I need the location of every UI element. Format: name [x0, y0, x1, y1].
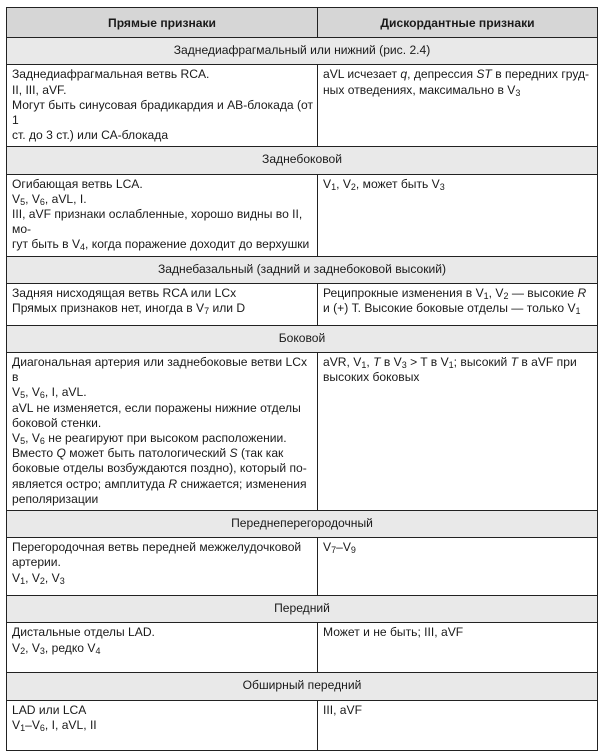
section-header-row	[7, 38, 598, 65]
direct-line: боковые отделы возбуждаются поздно), который по-	[12, 461, 307, 476]
table-row	[7, 174, 598, 256]
table-row	[7, 700, 598, 750]
table-row	[7, 353, 598, 511]
direct-line: Перегородочная ветвь передней межжелудочковой	[12, 540, 302, 555]
direct-line: $V_5$, $V_6$, I, aVL.	[12, 385, 87, 401]
direct-line: Заднедиафрагмальная ветвь RCA.	[12, 67, 210, 82]
section-header-row	[7, 511, 598, 538]
section-header-row	[7, 256, 598, 283]
direct-line: aVL не изменяется, если поражены нижние отделы	[12, 400, 301, 415]
direct-line: $V_5$, $V_6$, aVL, I.	[12, 191, 87, 207]
direct-line: LAD или LCA	[12, 702, 87, 717]
header-direct: Прямые признаки	[7, 8, 318, 38]
section-header-row	[7, 673, 598, 700]
discordant-line: ных отведениях, максимально в $V_3$	[323, 82, 521, 98]
table-row	[7, 623, 598, 673]
direct-line: артерии.	[12, 555, 61, 570]
discordant-signs-cell	[318, 538, 598, 596]
direct-line: ст. до 3 ст.) или СА-блокада	[12, 128, 169, 143]
header-discordant: Дискордантные признаки	[318, 8, 598, 38]
section-title: Передний	[7, 596, 598, 623]
direct-line: Вместо Q может быть патологический S (так как	[12, 446, 284, 461]
direct-line: Задняя нисходящая ветвь RCA или LCx	[12, 285, 237, 300]
discordant-signs-cell	[318, 174, 598, 256]
direct-line: Диагональная артерия или заднебоковые ветви LCx в	[12, 355, 308, 385]
direct-line: Могут быть синусовая брадикардия и АВ-блокада (от 1	[12, 97, 314, 128]
direct-line: II, III, aVF.	[12, 82, 67, 97]
direct-line: является остро; амплитуда R снижается; изменения	[12, 476, 307, 491]
discordant-line: высоких боковых	[323, 370, 420, 385]
section-title: Заднедиафрагмальный или нижний (рис. 2.4)	[7, 38, 598, 65]
discordant-signs-cell	[318, 623, 598, 673]
discordant-line: и (+) T. Высокие боковые отделы — только $V_1$	[323, 301, 581, 317]
section-header-row	[7, 596, 598, 623]
discordant-line: aVL исчезает q, депрессия ST в передних груд-	[323, 67, 590, 82]
table-row	[7, 283, 598, 325]
section-title: Заднебоковой	[7, 147, 598, 174]
direct-line: гут быть в $V_4$, когда поражение доходит до верхушки	[12, 237, 310, 253]
direct-signs-cell	[7, 283, 318, 325]
discordant-line: Может и не быть; III, aVF	[323, 625, 464, 640]
discordant-line: aVR, $V_1$, T в $V_3 > T$ в $V_1$; высокий T в aVF при	[323, 355, 577, 371]
header-row	[7, 8, 598, 38]
discordant-signs-cell	[318, 283, 598, 325]
section-header-row	[7, 147, 598, 174]
section-title: Заднебазальный (задний и заднебоковой высокий)	[7, 256, 598, 283]
discordant-line: III, aVF	[323, 702, 362, 717]
discordant-line: Реципрокные изменения в $V_1$, $V_2$ — высокие R	[323, 285, 587, 301]
table-row	[7, 65, 598, 147]
direct-signs-cell	[7, 623, 318, 673]
discordant-signs-cell	[318, 700, 598, 750]
discordant-line: $V_1$, $V_2$, может быть $V_3$	[323, 176, 445, 192]
direct-line: Прямых признаков нет, иногда в $V_7$ или D	[12, 301, 246, 317]
direct-signs-cell	[7, 174, 318, 256]
direct-line: III, aVF признаки ослабленные, хорошо видны во II, мо-	[12, 207, 303, 237]
direct-signs-cell	[7, 353, 318, 511]
section-title: Переднеперегородочный	[7, 511, 598, 538]
direct-line: боковой стенки.	[12, 415, 102, 430]
direct-signs-cell	[7, 65, 318, 147]
table-row	[7, 538, 598, 596]
direct-signs-cell	[7, 538, 318, 596]
direct-line: $V_5$, $V_6$ не реагируют при высоком расположении.	[12, 431, 287, 447]
direct-line: Огибающая ветвь LCA.	[12, 176, 143, 191]
discordant-signs-cell	[318, 353, 598, 511]
section-title: Обширный передний	[7, 673, 598, 700]
direct-line: реполяризации	[12, 491, 99, 506]
ecg-infarction-table	[6, 7, 598, 751]
direct-line: $V_1$, $V_2$, $V_3$	[12, 570, 65, 586]
table-body	[7, 38, 598, 750]
direct-line: $V_1-V_6$, I, aVL, II	[12, 717, 97, 733]
section-title: Боковой	[7, 325, 598, 352]
discordant-signs-cell	[318, 65, 598, 147]
section-header-row	[7, 325, 598, 352]
direct-signs-cell	[7, 700, 318, 750]
discordant-line: $V_7-V_9$	[323, 540, 356, 556]
direct-line: Дистальные отделы LAD.	[12, 625, 155, 640]
direct-line: $V_2$, $V_3$, редко $V_4$	[12, 640, 101, 656]
